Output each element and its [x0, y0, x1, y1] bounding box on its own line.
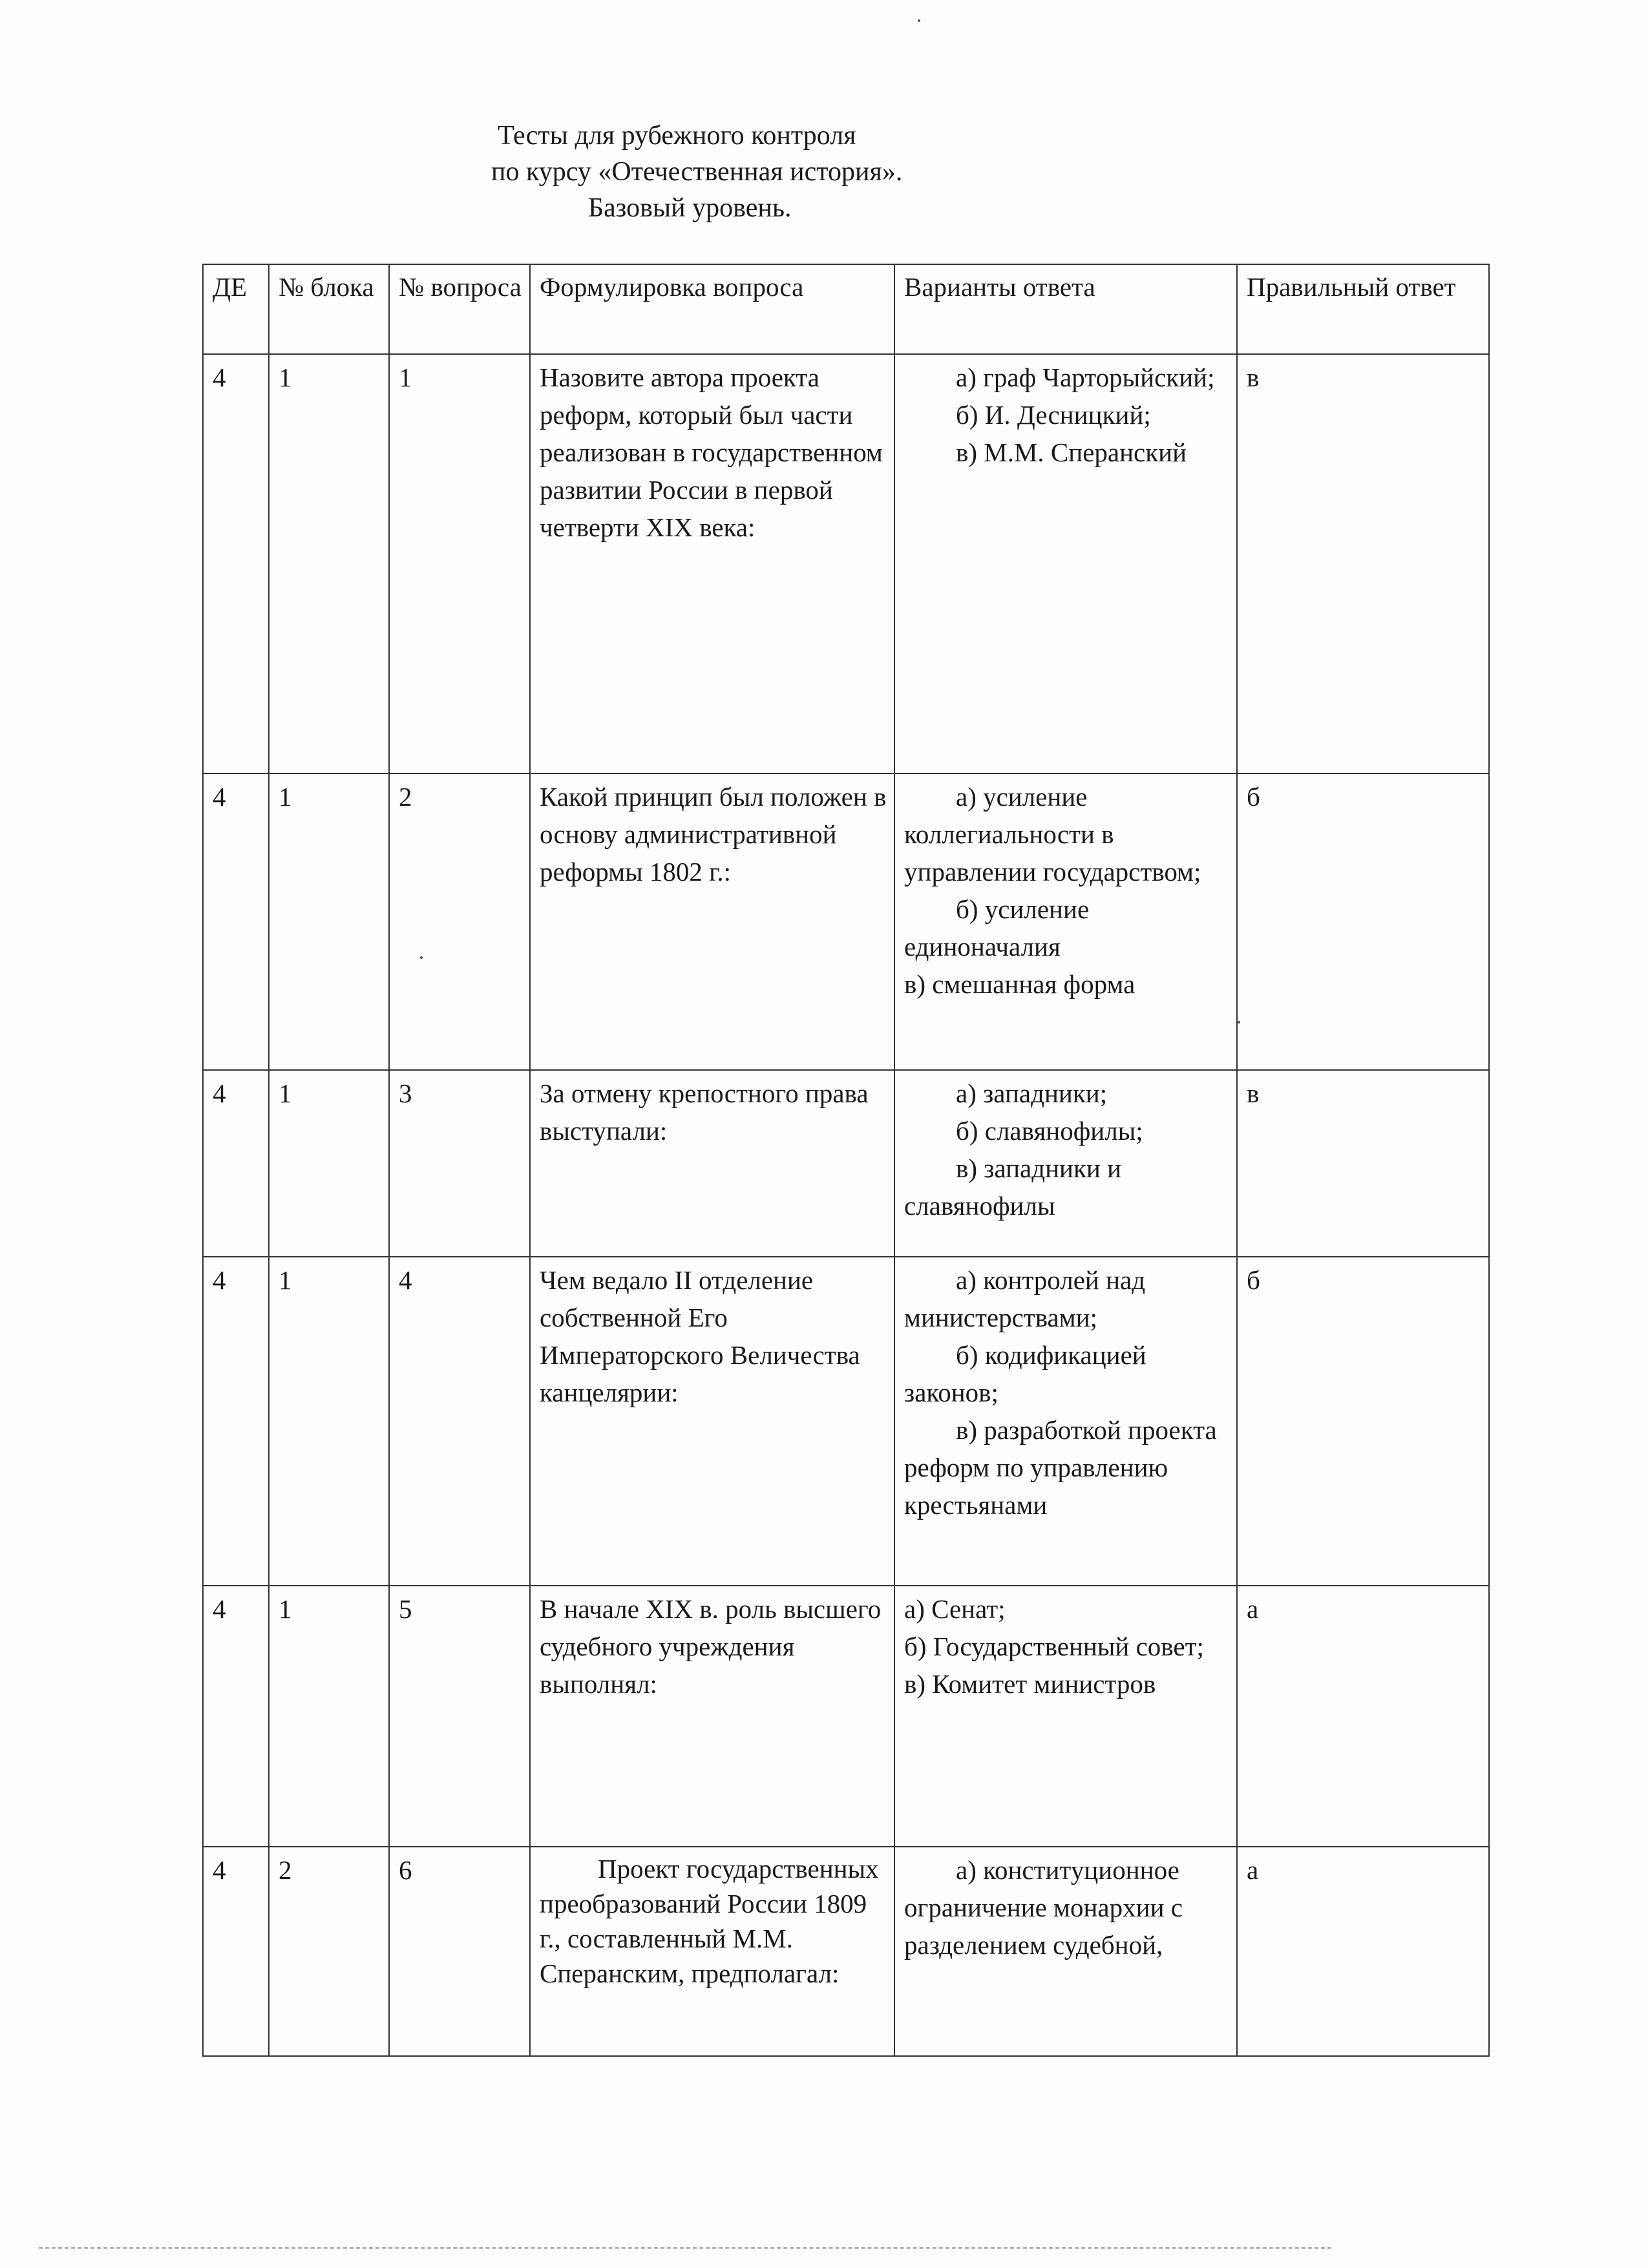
cell-block: 1: [269, 1586, 389, 1847]
header-level-line: Базовый уровень.: [588, 193, 792, 223]
cell-question-text: Какой принцип был положен в основу административной реформы 1802 г.:: [530, 773, 894, 1070]
cell-block: 2: [269, 1847, 389, 2056]
column-header-question-text: Формулировка вопроса: [530, 264, 894, 354]
table-header-row: [203, 264, 1489, 354]
option-item: в) Комитет министров: [904, 1669, 1156, 1699]
cell-options: [894, 354, 1237, 773]
table-row: [203, 1586, 1489, 1847]
cell-block: 1: [269, 773, 389, 1070]
scan-speck: [1238, 1021, 1240, 1024]
option-item: б) Государственный совет;: [904, 1632, 1204, 1661]
cell-de: 4: [203, 1257, 269, 1586]
header-course-line: по курсу «Отечественная история».: [491, 157, 903, 187]
column-header-question-number: № вопроса: [389, 264, 530, 354]
cell-question-number: 3: [389, 1070, 530, 1257]
column-header-block: № блока: [269, 264, 389, 354]
cell-answer: б: [1237, 773, 1489, 1070]
scan-speck: [420, 956, 423, 959]
cell-question-number: 2: [389, 773, 530, 1070]
option-item: а) конституционное ограничение монархии с разделением судебной,: [904, 1855, 1183, 1960]
option-item: а) Сенат;: [904, 1594, 1006, 1624]
cell-question-text: Назовите автора проекта реформ, который был части реализован в государственном развитии России в первой четверти XIX века:: [530, 354, 894, 773]
scan-speck: [918, 19, 920, 22]
table-row: [203, 354, 1489, 773]
question-text: Проект государственных преобразований России 1809 г., составленный М.М. Сперанским, предполагал:: [540, 1854, 879, 1988]
document-header: [491, 118, 1202, 226]
cell-answer: в: [1237, 1070, 1489, 1257]
cell-question-text: В начале XIX в. роль высшего судебного учреждения выполнял:: [530, 1586, 894, 1847]
column-header-answer: Правильный ответ: [1237, 264, 1489, 354]
option-item: в) западники и славянофилы: [904, 1153, 1122, 1221]
cell-answer: а: [1237, 1586, 1489, 1847]
cell-question-text: [530, 1847, 894, 2056]
option-item: в) смешанная форма: [904, 969, 1136, 999]
option-item: б) усиление единоначалия: [904, 894, 1090, 961]
cell-de: 4: [203, 1847, 269, 2056]
cell-answer: в: [1237, 354, 1489, 773]
scan-edge-line: [39, 2247, 1331, 2249]
table-row: [203, 773, 1489, 1070]
cell-options: [894, 773, 1237, 1070]
cell-de: 4: [203, 1070, 269, 1257]
option-item: а) усиление коллегиальности в управлении государством;: [904, 782, 1201, 887]
option-item: а) граф Чарторыйский;: [956, 362, 1215, 392]
cell-question-number: 4: [389, 1257, 530, 1586]
column-header-options: Варианты ответа: [894, 264, 1237, 354]
cell-options: [894, 1257, 1237, 1586]
cell-question-text: За отмену крепостного права выступали:: [530, 1070, 894, 1257]
tests-table: [202, 264, 1490, 2057]
cell-answer: а: [1237, 1847, 1489, 2056]
option-item: б) кодификацией законов;: [904, 1340, 1146, 1407]
option-item: в) разработкой проекта реформ по управлению крестьянами: [904, 1415, 1217, 1520]
cell-options: [894, 1586, 1237, 1847]
cell-options: [894, 1070, 1237, 1257]
option-item: а) контролей над министерствами;: [904, 1265, 1146, 1332]
cell-block: 1: [269, 354, 389, 773]
column-header-de: ДЕ: [203, 264, 269, 354]
cell-options: [894, 1847, 1237, 2056]
table-row: [203, 1847, 1489, 2056]
cell-question-text: Чем ведало II отделение собственной Его Императорского Величества канцелярии:: [530, 1257, 894, 1586]
cell-de: 4: [203, 773, 269, 1070]
table-row: [203, 1257, 1489, 1586]
cell-de: 4: [203, 354, 269, 773]
cell-question-number: 6: [389, 1847, 530, 2056]
cell-question-number: 5: [389, 1586, 530, 1847]
cell-block: 1: [269, 1070, 389, 1257]
cell-de: 4: [203, 1586, 269, 1847]
cell-answer: б: [1237, 1257, 1489, 1586]
header-title-line: Тесты для рубежного контроля: [498, 121, 856, 151]
option-item: б) И. Десницкий;: [956, 400, 1151, 430]
table-row: [203, 1070, 1489, 1257]
option-item: в) М.М. Сперанский: [956, 437, 1187, 467]
option-item: б) славянофилы;: [956, 1116, 1143, 1146]
cell-question-number: 1: [389, 354, 530, 773]
cell-block: 1: [269, 1257, 389, 1586]
option-item: а) западники;: [956, 1078, 1108, 1108]
